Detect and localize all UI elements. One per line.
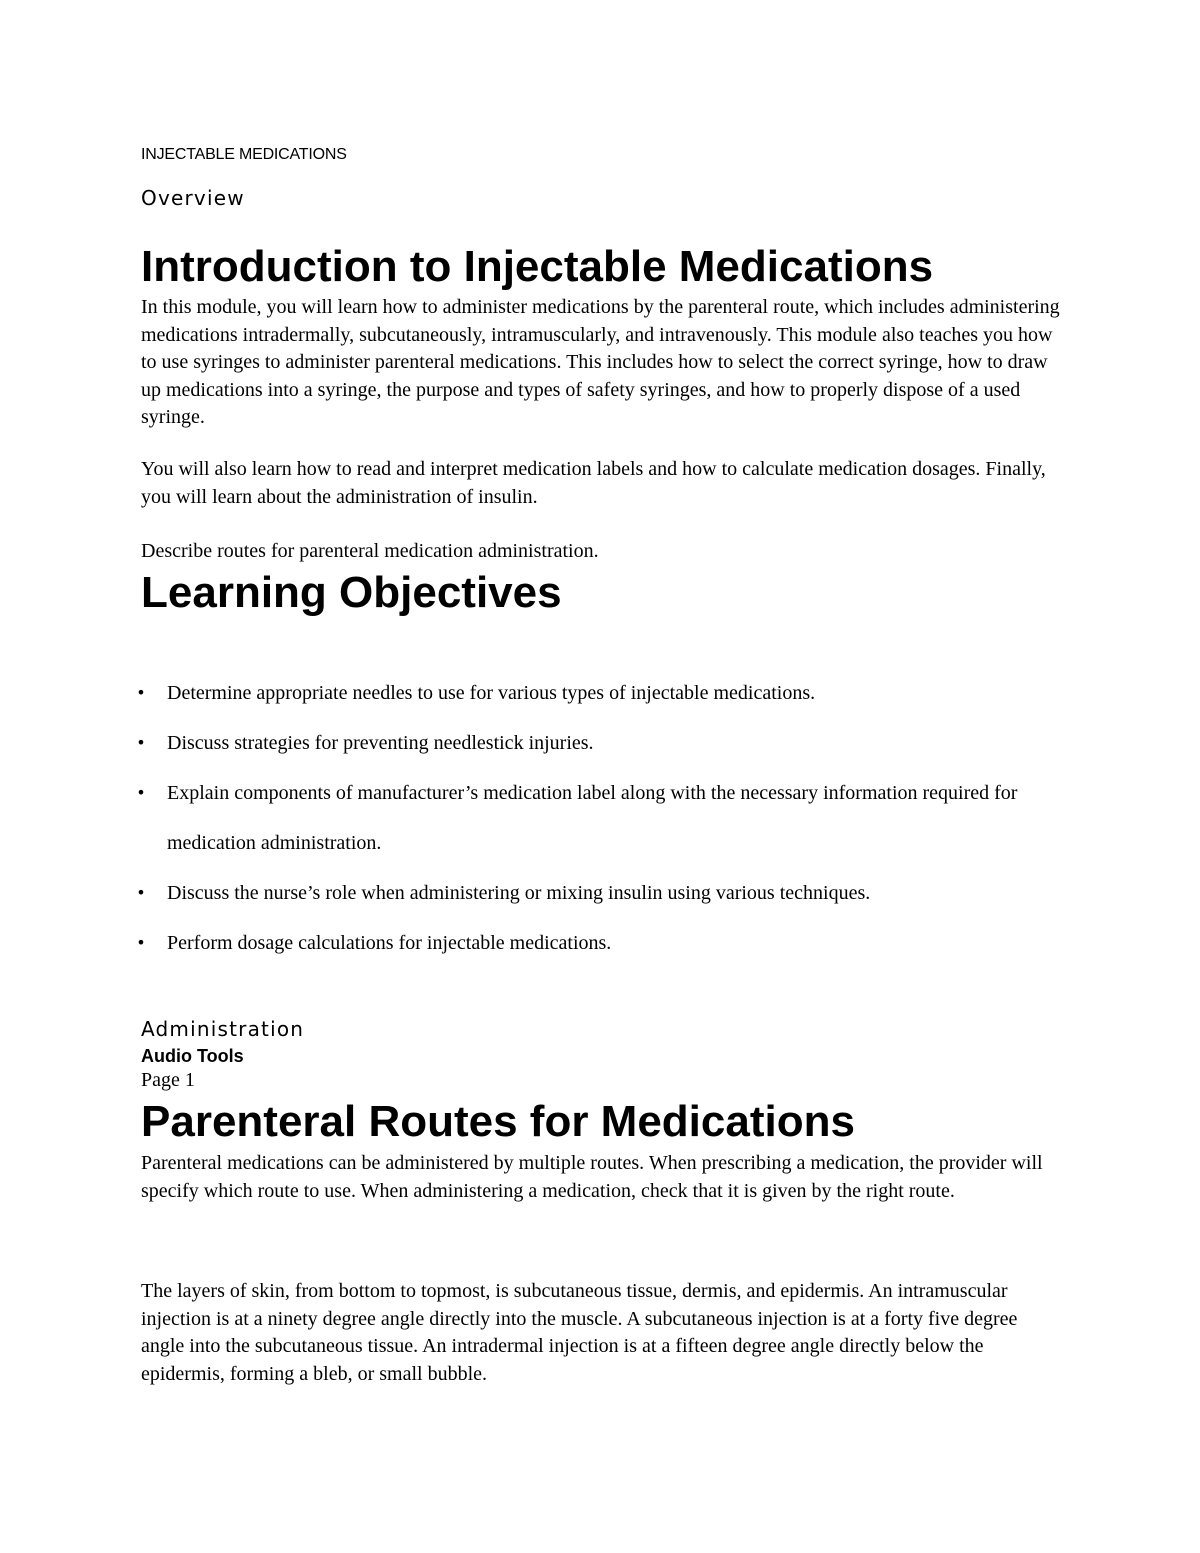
section-label-administration: Administration — [141, 1017, 305, 1041]
heading-parenteral-routes: Parenteral Routes for Medications — [141, 1097, 855, 1146]
intro-paragraph-2: You will also learn how to read and interpret medication labels and how to calculate medication dosages. Finally, you will learn about the administration of insulin. — [141, 458, 1046, 508]
heading-learning-objectives: Learning Objectives — [141, 568, 562, 617]
objective-item — [136, 918, 1061, 968]
objective-item — [136, 768, 1061, 868]
parenteral-paragraph-2: The layers of skin, from bottom to topmost, is subcutaneous tissue, dermis, and epidermis. An intramuscular injection is at a ninety degree angle directly into the muscle. A subcutaneous injection is at a forty five degree angle into the subcutaneous tissue. An intradermal injection is at a fifteen degree angle directly below the epidermis, forming a bleb, or small bubble. — [141, 1280, 1018, 1385]
bullet-icon: • — [136, 933, 146, 952]
objective-text: Discuss strategies for preventing needlestick injuries. — [167, 732, 594, 754]
parenteral-paragraph-1: Parenteral medications can be administered by multiple routes. When prescribing a medication, the provider will specify which route to use. When administering a medication, check that it is given by the right route. — [141, 1152, 1043, 1202]
bullet-icon: • — [136, 733, 146, 752]
bullet-icon: • — [136, 883, 146, 902]
objective-text: Perform dosage calculations for injectable medications. — [167, 932, 612, 954]
objective-item — [136, 868, 1061, 918]
objective-text: Discuss the nurse’s role when administering or mixing insulin using various techniques. — [167, 882, 871, 904]
heading-introduction: Introduction to Injectable Medications — [141, 242, 934, 291]
section-label-overview: Overview — [141, 186, 245, 210]
learning-objectives-list — [136, 668, 1061, 968]
intro-paragraph-3: Describe routes for parenteral medication administration. — [141, 540, 599, 562]
objective-item — [136, 718, 1061, 768]
bullet-icon: • — [136, 783, 146, 802]
bullet-icon: • — [136, 683, 146, 702]
document-title: INJECTABLE MEDICATIONS — [141, 146, 347, 163]
objective-item — [136, 668, 1061, 718]
objective-text: Explain components of manufacturer’s medication label along with the necessary information required for medication administration. — [167, 782, 1018, 854]
page-number: Page 1 — [141, 1069, 195, 1091]
objective-text: Determine appropriate needles to use for various types of injectable medications. — [167, 682, 816, 704]
intro-paragraph-1: In this module, you will learn how to administer medications by the parenteral route, which includes administering medications intradermally, subcutaneously, intramuscularly, and intravenously. This module also teaches you how to use syringes to administer parenteral medications. This includes how to select the correct syringe, how to draw up medications into a syringe, the purpose and types of safety syringes, and how to properly dispose of a used syringe. — [141, 296, 1060, 428]
audio-tools-link[interactable]: Audio Tools — [141, 1046, 244, 1066]
